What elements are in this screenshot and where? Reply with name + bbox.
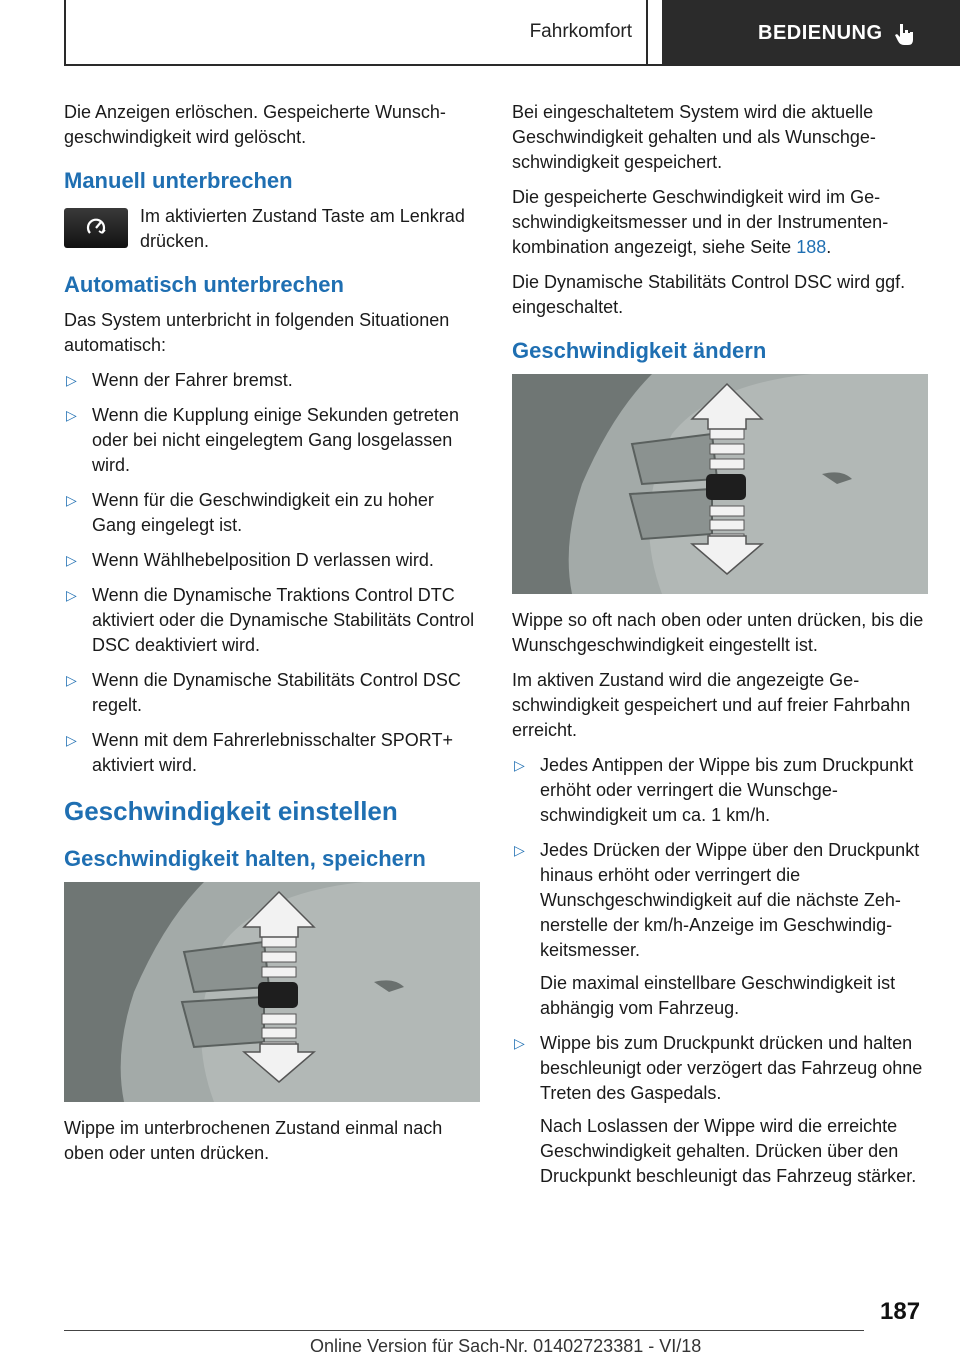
- list-item-note: Die maximal einstellbare Geschwindigkeit ist abhängig vom Fahrzeug.: [540, 973, 896, 1018]
- heading-hold-speed: Geschwindigkeit halten, speichern: [64, 846, 426, 871]
- header-section: [662, 0, 960, 66]
- left-column: [64, 100, 480, 1176]
- triangle-bullet-icon: ▷: [514, 1035, 525, 1051]
- hand-pointer-icon: [894, 22, 916, 46]
- heading-auto-interrupt: Automatisch unterbrechen: [64, 272, 344, 297]
- steering-wheel-photo: [64, 882, 480, 1102]
- triangle-bullet-icon: ▷: [66, 552, 77, 568]
- list-item: ▷ Wenn Wählhebelposition D verlassen wird.: [64, 548, 480, 573]
- list-item-note: Nach Loslassen der Wippe wird die erreichte Geschwindigkeit gehalten. Drücken über den Druckpunkt beschleunigt das Fahrzeug stärker.: [540, 1116, 917, 1186]
- triangle-bullet-icon: ▷: [514, 757, 525, 773]
- footer-online-version: Online Version für Sach-Nr. 01402723381 - VI/18: [310, 1336, 702, 1356]
- header-rule: [64, 64, 960, 66]
- auto-interrupt-list: [64, 368, 480, 778]
- change-caption: Wippe so oft nach oben oder unten drücken, bis die Wunschgeschwindigkeit eingestellt ist.: [512, 610, 924, 655]
- change-list: [512, 753, 928, 1189]
- list-item: ▷ Wenn die Kupplung einige Sekunden getreten oder bei nicht eingelegtem Gang losgelassen wird.: [66, 405, 459, 475]
- triangle-bullet-icon: ▷: [66, 407, 77, 423]
- header-section-label: BEDIENUNG: [758, 21, 883, 44]
- heading-manual-interrupt: Manuell unterbrechen: [64, 168, 293, 193]
- footer-rule: [64, 1330, 864, 1331]
- triangle-bullet-icon: ▷: [514, 842, 525, 858]
- right-paragraph-3: Die Dynamische Stabilitäts Control DSC wird ggf. eingeschaltet.: [512, 272, 906, 317]
- manual-interrupt-row: [64, 204, 480, 254]
- cruise-resume-icon: [81, 216, 111, 240]
- triangle-bullet-icon: ▷: [66, 587, 77, 603]
- triangle-bullet-icon: ▷: [66, 492, 77, 508]
- right-paragraph-4: Im aktiven Zustand wird die angezeigte Geschwindigkeit gespeichert und auf freier Fahrbahn erreicht.: [512, 670, 911, 740]
- header-chapter: Fahrkomfort: [440, 0, 648, 64]
- triangle-bullet-icon: ▷: [66, 732, 77, 748]
- list-item: ▷ Wippe bis zum Druckpunkt drücken und halten beschleunigt oder verzögert das Fahrzeug ohne Treten des Gaspedals. Nach Loslassen der Wippe wird die erreichte Geschwindigkeit gehalten. Drücken über den Druckpunkt beschleunigt das Fahrzeug stärker.: [512, 1031, 928, 1189]
- list-item: ▷ Wenn mit dem Fahrerlebnisschalter SPORT+ aktiviert wird.: [66, 730, 453, 775]
- list-item: ▷ Jedes Drücken der Wippe über den Druckpunkt hinaus erhöht oder verringert die Wunschgeschwindigkeit auf die nächste Zehnerstelle der km/h-Anzeige im Geschwindigkeitsmesser. Die maximal einstellbare Geschwindigkeit ist abhängig vom Fahrzeug.: [512, 838, 928, 1021]
- triangle-bullet-icon: ▷: [66, 372, 77, 388]
- header-left-rule: [64, 0, 66, 66]
- list-item: ▷ Jedes Antippen der Wippe bis zum Druckpunkt erhöht oder verringert die Wunschgeschwindigkeit um ca. 1 km/h.: [514, 755, 914, 825]
- heading-change-speed: Geschwindigkeit ändern: [512, 338, 767, 363]
- hold-caption: Wippe im unterbrochenen Zustand einmal nach oben oder unten drücken.: [64, 1118, 443, 1163]
- steering-rocker-illustration-2: [512, 374, 928, 594]
- steering-button-icon: [64, 208, 128, 248]
- right-paragraph-1: Bei eingeschaltetem System wird die aktuelle Geschwindigkeit gehalten und als Wunschgeschwindigkeit gespeichert.: [512, 102, 876, 172]
- steering-wheel-photo-2: [512, 374, 928, 594]
- right-paragraph-2: Die gespeicherte Geschwindigkeit wird im Geschwindigkeitsmesser und in der Instrumentenkombination angezeigt, siehe Seite 188.: [512, 187, 889, 257]
- list-item: ▷ Wenn der Fahrer bremst.: [64, 368, 480, 393]
- page-link-188[interactable]: 188: [796, 237, 827, 257]
- right-column: [512, 100, 928, 1199]
- manual-interrupt-text: Im aktivierten Zustand Taste am Lenkrad drücken.: [140, 206, 465, 251]
- steering-rocker-illustration: [64, 882, 480, 1102]
- page-number: 187: [880, 1298, 921, 1325]
- list-item: ▷ Wenn die Dynamische Stabilitäts Control DSC regelt.: [66, 670, 461, 715]
- auto-interrupt-text: Das System unterbricht in folgenden Situationen automatisch:: [64, 310, 450, 355]
- intro-text: Die Anzeigen erlöschen. Gespeicherte Wunschgeschwindigkeit wird gelöscht.: [64, 102, 446, 147]
- list-item: ▷ Wenn für die Geschwindigkeit ein zu hoher Gang eingelegt ist.: [66, 490, 434, 535]
- list-item: ▷ Wenn die Dynamische Traktions Control DTC aktiviert oder die Dynamische Stabilitäts Control DSC deaktiviert wird.: [66, 585, 475, 655]
- triangle-bullet-icon: ▷: [66, 672, 77, 688]
- heading-set-speed: Geschwindigkeit einstellen: [64, 796, 398, 826]
